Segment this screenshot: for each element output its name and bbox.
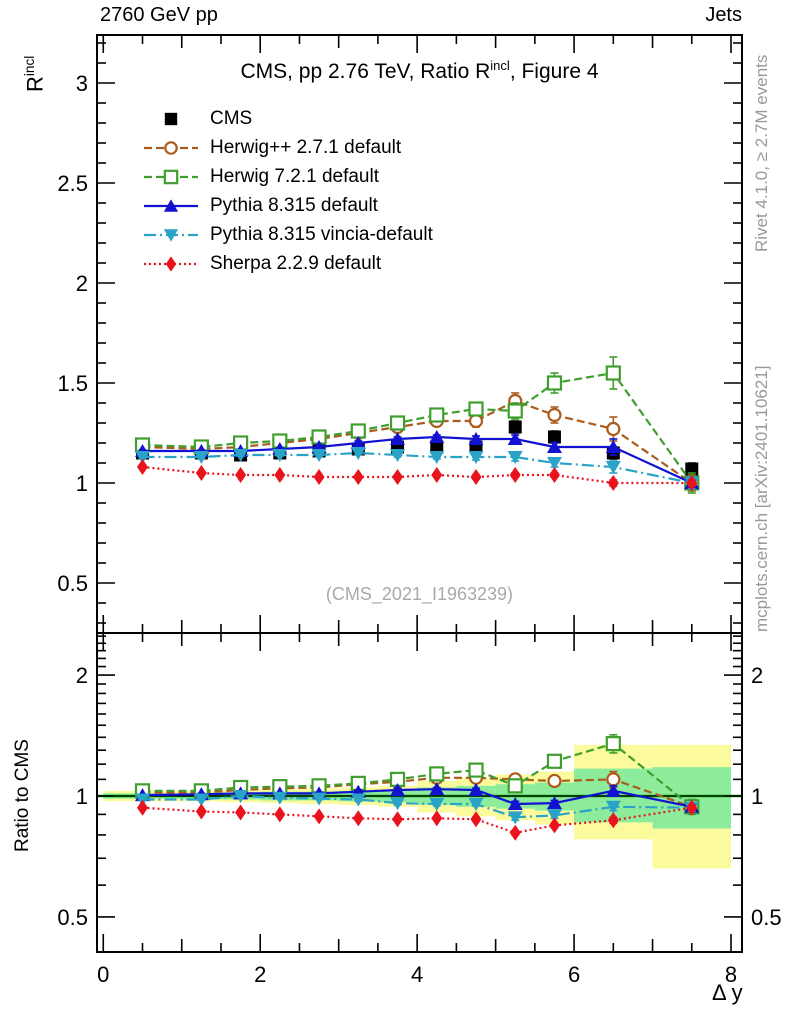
- legend-item-herwig-7-2-1-default: [142, 162, 433, 191]
- y-tick-label-main: 0.5: [57, 571, 88, 596]
- x-tick-label: 4: [411, 962, 424, 987]
- y-tick-label-ratio-right: 2: [751, 663, 764, 689]
- legend-marker-sherpa-2-2-9-default: [142, 253, 200, 275]
- analysis-id-watermark: (CMS_2021_I1963239): [325, 584, 514, 604]
- legend: [142, 104, 433, 278]
- x-tick-label: 8: [724, 962, 738, 987]
- legend-item-cms: [142, 104, 433, 133]
- mcplots-arxiv-label: mcplots.cern.ch [arXiv:2401.10621]: [752, 365, 771, 632]
- legend-item-sherpa-2-2-9-default: [142, 249, 433, 278]
- legend-marker-pythia-8-315-vincia-default: [142, 224, 200, 246]
- legend-label-herwig-7-2-1-default: Herwig 7.2.1 default: [210, 165, 379, 187]
- x-axis-label: Δ y: [712, 980, 743, 1005]
- plot-title-text: CMS, pp 2.76 TeV, Ratio R: [240, 60, 491, 83]
- legend-label-cms: CMS: [210, 107, 253, 129]
- y-tick-label-main: 2.5: [57, 171, 88, 196]
- y-tick-label-main: 3: [75, 71, 88, 96]
- x-tick-label: 0: [97, 962, 110, 987]
- y-tick-label-ratio-left: 2: [75, 663, 88, 689]
- y-tick-label-ratio-right: 0.5: [751, 904, 782, 930]
- y-axis-label-ratio: Ratio to CMS: [12, 739, 33, 852]
- x-tick-label: 6: [567, 962, 581, 987]
- y-axis-label-main-base: R: [22, 76, 48, 92]
- observable-group-label: Jets: [705, 4, 742, 26]
- rivet-version-label: Rivet 4.1.0, ≥ 2.7M events: [752, 54, 771, 252]
- y-tick-label-ratio-left: 1: [75, 783, 88, 809]
- legend-marker-herwig-7-2-1-default: [142, 166, 200, 188]
- y-axis-label-main: [22, 56, 48, 92]
- y-tick-label-ratio-right: 1: [751, 783, 764, 809]
- y-tick-label-ratio-left: 0.5: [57, 904, 88, 930]
- y-axis-label-main-superscript: incl: [22, 55, 37, 77]
- beam-energy-label: 2760 GeV pp: [100, 4, 218, 26]
- y-tick-label-main: 2: [75, 271, 88, 296]
- plot-title: [97, 58, 742, 84]
- plot-title-suffix: , Figure 4: [509, 60, 599, 83]
- legend-marker-herwig-2-7-1-default: [142, 137, 200, 159]
- legend-marker-cms: [142, 108, 200, 130]
- legend-label-sherpa-2-2-9-default: Sherpa 2.2.9 default: [210, 252, 382, 274]
- y-tick-label-main: 1.5: [57, 371, 88, 396]
- y-tick-label-main: 1: [75, 471, 88, 496]
- legend-label-herwig-2-7-1-default: Herwig++ 2.7.1 default: [210, 136, 402, 158]
- x-tick-label: 2: [254, 962, 267, 987]
- legend-item-pythia-8-315-default: [142, 191, 433, 220]
- legend-item-pythia-8-315-vincia-default: [142, 220, 433, 249]
- plot-title-superscript: incl: [490, 58, 510, 73]
- legend-label-pythia-8-315-vincia-default: Pythia 8.315 vincia-default: [210, 223, 433, 245]
- legend-label-pythia-8-315-default: Pythia 8.315 default: [210, 194, 378, 216]
- legend-item-herwig-2-7-1-default: [142, 133, 433, 162]
- legend-marker-pythia-8-315-default: [142, 195, 200, 217]
